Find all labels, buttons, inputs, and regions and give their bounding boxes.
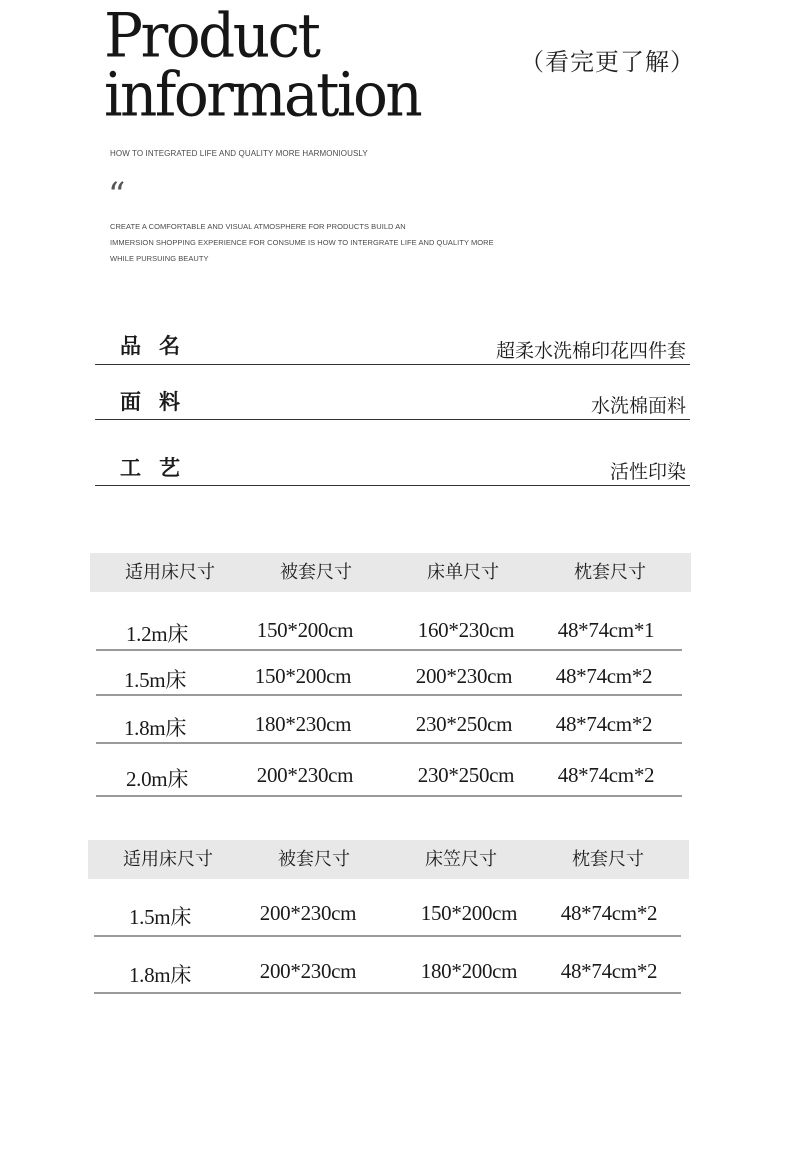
spec-value: 超柔水洗棉印花四件套	[495, 340, 686, 362]
table-cell: 1.5m床	[128, 905, 192, 929]
table-cell: 180*230cm	[254, 712, 352, 736]
table-cell: 2.0m床	[125, 767, 189, 791]
spec-label: 工艺	[120, 456, 198, 480]
table-cell: 1.8m床	[128, 963, 192, 987]
quote-mark-icon: “	[108, 175, 126, 215]
table-header-cell: 枕套尺寸	[572, 849, 644, 870]
table-cell: 48*74cm*2	[555, 712, 653, 736]
description-line: CREATE A COMFORTABLE AND VISUAL ATMOSPHERE FOR PRODUCTS BUILD AN	[110, 222, 406, 231]
row-divider	[96, 795, 682, 797]
table-cell: 48*74cm*2	[555, 664, 653, 688]
row-divider	[96, 649, 682, 651]
table-header-cell: 被套尺寸	[278, 849, 350, 870]
row-divider	[94, 935, 681, 937]
table-cell: 48*74cm*2	[560, 959, 658, 983]
spec-row-product-name	[95, 326, 690, 365]
size-table-2-header	[88, 840, 689, 879]
table-cell: 48*74cm*1	[557, 618, 655, 642]
table-cell: 1.2m床	[125, 622, 189, 646]
table-header-cell: 适用床尺寸	[125, 562, 215, 583]
table-header-cell: 床单尺寸	[427, 562, 499, 583]
spec-row-craft	[95, 444, 690, 486]
table-cell: 230*250cm	[417, 763, 515, 787]
table-cell: 48*74cm*2	[557, 763, 655, 787]
table-cell: 48*74cm*2	[560, 901, 658, 925]
description-line: WHILE PURSUING BEAUTY	[110, 254, 209, 263]
row-divider	[96, 694, 682, 696]
table-header-cell: 适用床尺寸	[123, 849, 213, 870]
spec-value: 水洗棉面料	[590, 395, 686, 417]
page-title-line-1: Product	[104, 0, 319, 72]
table-header-cell: 床笠尺寸	[425, 849, 497, 870]
table-cell: 1.5m床	[123, 668, 187, 692]
row-divider	[94, 992, 681, 994]
table-cell: 160*230cm	[417, 618, 515, 642]
table-cell: 200*230cm	[256, 763, 354, 787]
table-cell: 150*200cm	[254, 664, 352, 688]
page-title-line-2: information	[104, 58, 421, 131]
read-more-note: （看完更了解）	[520, 48, 695, 76]
spec-value: 活性印染	[609, 461, 686, 483]
table-cell: 200*230cm	[259, 959, 357, 983]
tagline: HOW TO INTEGRATED LIFE AND QUALITY MORE HARMONIOUSLY	[110, 149, 368, 158]
spec-label: 品名	[120, 334, 198, 358]
table-cell: 200*230cm	[259, 901, 357, 925]
spec-label: 面料	[120, 390, 198, 414]
row-divider	[96, 742, 682, 744]
table-cell: 150*200cm	[420, 901, 518, 925]
table-cell: 200*230cm	[415, 664, 513, 688]
size-table-1-header	[90, 553, 691, 592]
table-cell: 150*200cm	[256, 618, 354, 642]
table-cell: 180*200cm	[420, 959, 518, 983]
table-cell: 230*250cm	[415, 712, 513, 736]
table-header-cell: 被套尺寸	[280, 562, 352, 583]
description	[110, 219, 530, 267]
table-header-cell: 枕套尺寸	[574, 562, 646, 583]
spec-row-fabric	[95, 381, 690, 420]
table-cell: 1.8m床	[123, 716, 187, 740]
description-line: IMMERSION SHOPPING EXPERIENCE FOR CONSUME IS HOW TO INTERGRATE LIFE AND QUALITY MORE	[110, 238, 494, 247]
